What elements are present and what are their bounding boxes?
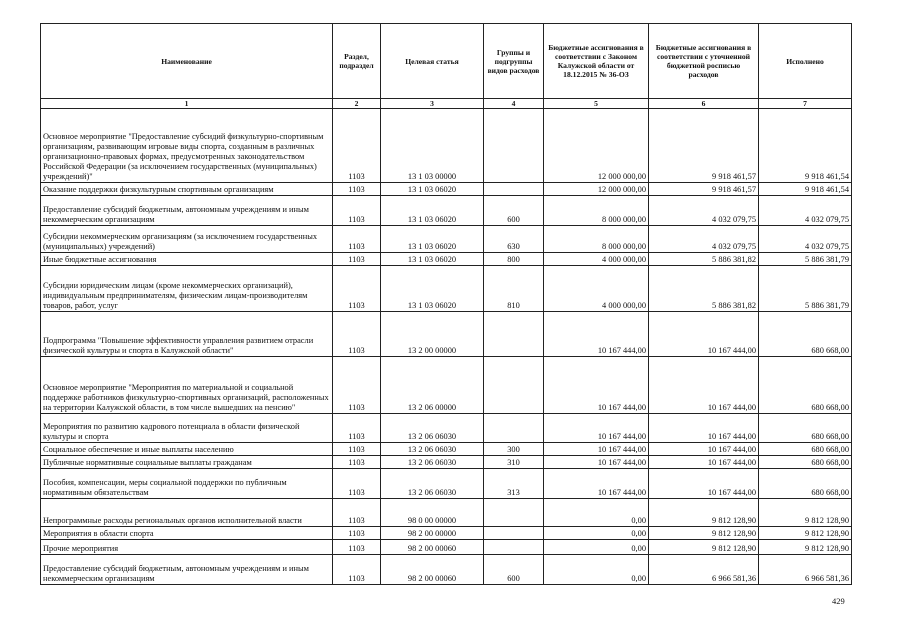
row-section: 1103 — [333, 357, 381, 414]
row-law: 8 000 000,00 — [544, 226, 649, 253]
header-name: Наименование — [41, 24, 333, 99]
row-roster: 9 812 128,90 — [649, 527, 759, 540]
table-row — [41, 443, 852, 456]
row-target: 98 2 00 00060 — [381, 555, 484, 585]
row-target: 13 1 03 00000 — [381, 109, 484, 183]
row-law: 12 000 000,00 — [544, 183, 649, 196]
table-row — [41, 499, 852, 527]
row-section: 1103 — [333, 414, 381, 443]
table-row — [41, 469, 852, 499]
row-roster: 6 966 581,36 — [649, 555, 759, 585]
row-section: 1103 — [333, 196, 381, 226]
row-name: Основное мероприятие "Предоставление субсидий физкультурно-спортивным организациям, развивающим игровые виды спорта, созданным в различных организационно-правовых формах, предусмотренных законодательством Российской Федерации (за исключением государственных (муниципальных) учреждений)" — [41, 109, 333, 183]
column-number: 6 — [649, 99, 759, 109]
row-name: Иные бюджетные ассигнования — [41, 253, 333, 266]
row-section: 1103 — [333, 555, 381, 585]
row-roster: 4 032 079,75 — [649, 226, 759, 253]
row-group — [484, 540, 544, 555]
row-executed: 9 812 128,90 — [759, 527, 852, 540]
row-target: 98 0 00 00000 — [381, 499, 484, 527]
row-section: 1103 — [333, 540, 381, 555]
row-target: 13 2 06 06030 — [381, 456, 484, 469]
row-group: 313 — [484, 469, 544, 499]
row-executed: 9 812 128,90 — [759, 499, 852, 527]
page-number: 429 — [832, 596, 845, 606]
row-section: 1103 — [333, 226, 381, 253]
header-row — [41, 24, 852, 99]
table-row — [41, 527, 852, 540]
row-group: 800 — [484, 253, 544, 266]
row-law: 10 167 444,00 — [544, 456, 649, 469]
header-law: Бюджетные ассигнования в соответствии с Законом Калужской области от 18.12.2015 № 36-ОЗ — [544, 24, 649, 99]
row-name: Прочие мероприятия — [41, 540, 333, 555]
row-section: 1103 — [333, 527, 381, 540]
row-section: 1103 — [333, 499, 381, 527]
column-number: 1 — [41, 99, 333, 109]
row-law: 10 167 444,00 — [544, 312, 649, 357]
row-roster: 9 812 128,90 — [649, 499, 759, 527]
table-row — [41, 540, 852, 555]
row-target: 13 1 03 06020 — [381, 253, 484, 266]
row-name: Подпрограмма "Повышение эффективности управления развитием отрасли физической культуры и спорта в Калужской области" — [41, 312, 333, 357]
header-target: Целевая статья — [381, 24, 484, 99]
row-executed: 9 918 461,54 — [759, 183, 852, 196]
row-group: 810 — [484, 266, 544, 312]
table-row — [41, 357, 852, 414]
column-number: 5 — [544, 99, 649, 109]
row-roster: 9 918 461,57 — [649, 183, 759, 196]
row-roster: 4 032 079,75 — [649, 196, 759, 226]
row-name: Непрограммные расходы региональных органов исполнительной власти — [41, 499, 333, 527]
row-law: 10 167 444,00 — [544, 414, 649, 443]
row-law: 4 000 000,00 — [544, 266, 649, 312]
header-roster: Бюджетные ассигнования в соответствии с уточненной бюджетной росписью расходов — [649, 24, 759, 99]
row-law: 0,00 — [544, 540, 649, 555]
row-roster: 10 167 444,00 — [649, 357, 759, 414]
row-executed: 4 032 079,75 — [759, 196, 852, 226]
row-group: 300 — [484, 443, 544, 456]
row-target: 13 2 06 06030 — [381, 469, 484, 499]
row-group — [484, 357, 544, 414]
row-name: Мероприятия в области спорта — [41, 527, 333, 540]
row-executed: 680 668,00 — [759, 414, 852, 443]
row-target: 13 2 00 00000 — [381, 312, 484, 357]
table-row — [41, 109, 852, 183]
row-group: 600 — [484, 555, 544, 585]
row-roster: 10 167 444,00 — [649, 456, 759, 469]
header-executed: Исполнено — [759, 24, 852, 99]
row-target: 13 2 06 06030 — [381, 414, 484, 443]
row-executed: 680 668,00 — [759, 456, 852, 469]
row-section: 1103 — [333, 456, 381, 469]
row-name: Социальное обеспечение и иные выплаты населению — [41, 443, 333, 456]
column-number: 7 — [759, 99, 852, 109]
row-law: 10 167 444,00 — [544, 443, 649, 456]
row-name: Субсидии некоммерческим организациям (за исключением государственных (муниципальных) учреждений) — [41, 226, 333, 253]
row-target: 13 1 03 06020 — [381, 196, 484, 226]
table-row — [41, 226, 852, 253]
row-executed: 6 966 581,36 — [759, 555, 852, 585]
row-executed: 680 668,00 — [759, 443, 852, 456]
row-group: 600 — [484, 196, 544, 226]
row-roster: 9 918 461,57 — [649, 109, 759, 183]
column-number: 4 — [484, 99, 544, 109]
row-name: Мероприятия по развитию кадрового потенциала в области физической культуры и спорта — [41, 414, 333, 443]
row-roster: 10 167 444,00 — [649, 312, 759, 357]
row-name: Публичные нормативные социальные выплаты гражданам — [41, 456, 333, 469]
row-section: 1103 — [333, 253, 381, 266]
row-target: 13 2 06 06030 — [381, 443, 484, 456]
row-executed: 680 668,00 — [759, 357, 852, 414]
row-law: 10 167 444,00 — [544, 469, 649, 499]
row-name: Пособия, компенсации, меры социальной поддержки по публичным нормативным обязательствам — [41, 469, 333, 499]
column-numbers-row — [41, 99, 852, 109]
row-law: 8 000 000,00 — [544, 196, 649, 226]
row-executed: 4 032 079,75 — [759, 226, 852, 253]
header-group: Группы и подгруппы видов расходов — [484, 24, 544, 99]
row-name: Оказание поддержки физкультурным спортивным организациям — [41, 183, 333, 196]
header-section: Раздел, подраздел — [333, 24, 381, 99]
row-roster: 9 812 128,90 — [649, 540, 759, 555]
row-target: 13 1 03 06020 — [381, 266, 484, 312]
row-section: 1103 — [333, 312, 381, 357]
row-group — [484, 183, 544, 196]
row-executed: 9 812 128,90 — [759, 540, 852, 555]
row-executed: 680 668,00 — [759, 469, 852, 499]
row-law: 0,00 — [544, 499, 649, 527]
row-name: Субсидии юридическим лицам (кроме некоммерческих организаций), индивидуальным предпринимателям, физическим лицам-производителям товаров, работ, услуг — [41, 266, 333, 312]
row-group — [484, 499, 544, 527]
row-group — [484, 312, 544, 357]
row-target: 98 2 00 00060 — [381, 540, 484, 555]
row-section: 1103 — [333, 109, 381, 183]
row-law: 0,00 — [544, 527, 649, 540]
row-section: 1103 — [333, 266, 381, 312]
table-row — [41, 456, 852, 469]
row-section: 1103 — [333, 469, 381, 499]
row-target: 98 2 00 00000 — [381, 527, 484, 540]
row-section: 1103 — [333, 443, 381, 456]
table-row — [41, 312, 852, 357]
row-target: 13 1 03 06020 — [381, 226, 484, 253]
row-group: 630 — [484, 226, 544, 253]
column-number: 3 — [381, 99, 484, 109]
row-law: 0,00 — [544, 555, 649, 585]
row-executed: 680 668,00 — [759, 312, 852, 357]
row-section: 1103 — [333, 183, 381, 196]
row-roster: 10 167 444,00 — [649, 469, 759, 499]
row-group: 310 — [484, 456, 544, 469]
row-name: Предоставление субсидий бюджетным, автономным учреждениям и иным некоммерческим организациям — [41, 555, 333, 585]
table-row — [41, 196, 852, 226]
row-target: 13 1 03 06020 — [381, 183, 484, 196]
budget-table — [40, 23, 852, 585]
column-number: 2 — [333, 99, 381, 109]
row-target: 13 2 06 00000 — [381, 357, 484, 414]
row-executed: 5 886 381,79 — [759, 266, 852, 312]
row-group — [484, 527, 544, 540]
row-group — [484, 414, 544, 443]
table-row — [41, 183, 852, 196]
row-roster: 5 886 381,82 — [649, 253, 759, 266]
table-row — [41, 253, 852, 266]
table-row — [41, 555, 852, 585]
row-name: Предоставление субсидий бюджетным, автономным учреждениям и иным некоммерческим организациям — [41, 196, 333, 226]
table-row — [41, 266, 852, 312]
row-executed: 5 886 381,79 — [759, 253, 852, 266]
row-law: 4 000 000,00 — [544, 253, 649, 266]
row-law: 12 000 000,00 — [544, 109, 649, 183]
row-name: Основное мероприятие "Мероприятия по материальной и социальной поддержке работников физкультурно-спортивных организаций, расположенных на территории Калужской области, в том числе вышедших на пенсию" — [41, 357, 333, 414]
row-law: 10 167 444,00 — [544, 357, 649, 414]
row-roster: 10 167 444,00 — [649, 414, 759, 443]
row-executed: 9 918 461,54 — [759, 109, 852, 183]
table-row — [41, 414, 852, 443]
row-roster: 10 167 444,00 — [649, 443, 759, 456]
row-group — [484, 109, 544, 183]
row-roster: 5 886 381,82 — [649, 266, 759, 312]
